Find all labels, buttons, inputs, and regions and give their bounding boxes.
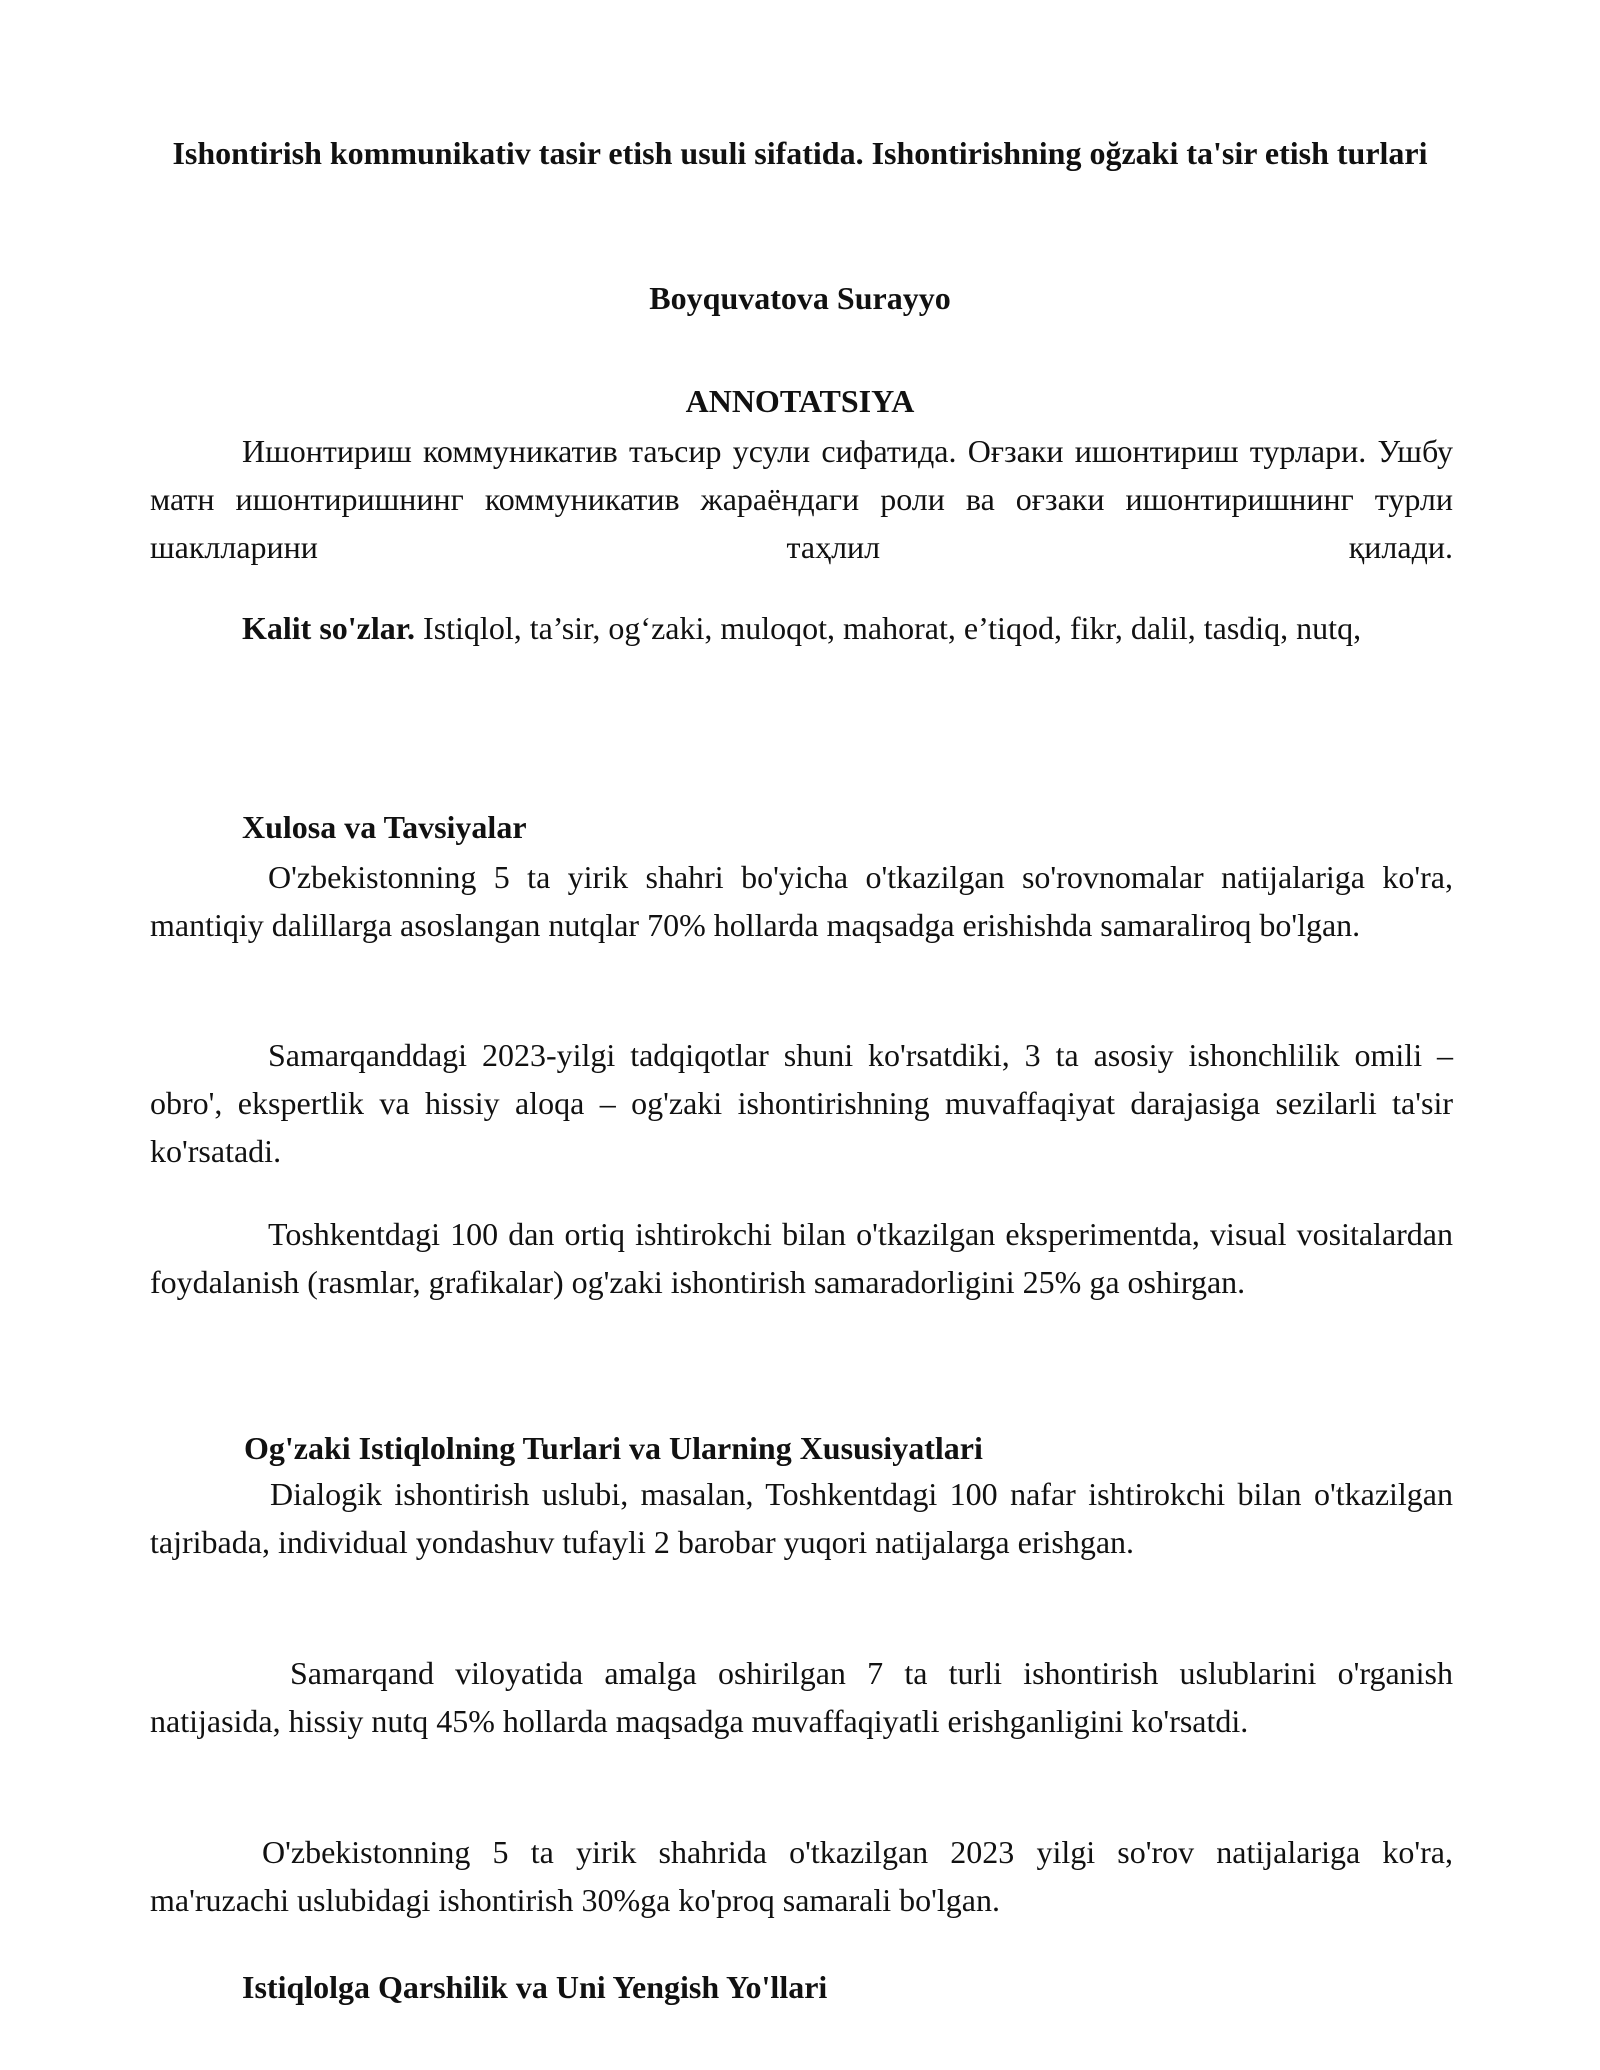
paragraph: Dialogik ishontirish uslubi, masalan, Toshkentdagi 100 nafar ishtirokchi bilan o'tkazilgan tajribada, individual yondashuv tufayli 2 barobar yuqori natijalarga erishgan. xyxy=(150,1476,1453,1560)
section-heading-conclusions: Xulosa va Tavsiyalar xyxy=(242,809,527,845)
paragraph: Samarqanddagi 2023-yilgi tadqiqotlar shuni ko'rsatdiki, 3 ta asosiy ishonchlilik omili – obro', ekspertlik va hissiy aloqa – og'zaki ishontirishning muvaffaqiyat darajasiga sezilarli ta'sir ko'rsatadi. xyxy=(150,1037,1453,1169)
document-title: Ishontirish kommunikativ tasir etish usuli sifatida. Ishontirishning oğzaki ta'sir etish turlari xyxy=(172,135,1428,171)
author-name: Boyquvatova Surayyo xyxy=(649,280,951,316)
paragraph: Toshkentdagi 100 dan ortiq ishtirokchi bilan o'tkazilgan eksperimentda, visual vositalardan foydalanish (rasmlar, grafikalar) og'zaki ishontirish samaradorligini 25% ga oshirgan. xyxy=(150,1216,1453,1300)
annotation-paragraph: Ишонтириш коммуникатив таъсир усули сифатида. Оғзаки ишонтириш турлари. Ушбу матн ишонтиришнинг коммуникатив жараёндаги роли ва оғзаки ишонтиришнинг турли шаклларини таҳлил қилади. xyxy=(150,433,1453,565)
annotation-heading: ANNOTATSIYA xyxy=(685,383,915,419)
paragraph: O'zbekistonning 5 ta yirik shahri bo'yicha o'tkazilgan so'rovnomalar natijalariga ko'ra, mantiqiy dalillarga asoslangan nutqlar 70% hollarda maqsadga erishishda samaraliroq bo'lgan. xyxy=(150,859,1453,943)
keywords-label: Kalit so'zlar. xyxy=(242,610,416,646)
keywords-list: Istiqlol, ta’sir, og‘zaki, muloqot, mahorat, e’tiqod, fikr, dalil, tasdiq, nutq, xyxy=(415,610,1362,646)
keywords-paragraph xyxy=(150,604,1453,652)
paragraph: O'zbekistonning 5 ta yirik shahrida o'tkazilgan 2023 yilgi so'rov natijalariga ko'ra, ma'ruzachi uslubidagi ishontirish 30%ga ko'proq samarali bo'lgan. xyxy=(150,1834,1453,1918)
section-heading-resistance: Istiqlolga Qarshilik va Uni Yengish Yo'llari xyxy=(242,1969,828,2005)
paragraph: Samarqand viloyatida amalga oshirilgan 7 ta turli ishontirish uslublarini o'rganish natijasida, hissiy nutq 45% hollarda maqsadga muvaffaqiyatli erishganligini ko'rsatdi. xyxy=(150,1655,1453,1739)
section-heading-types: Og'zaki Istiqlolning Turlari va Ularning Xususiyatlari xyxy=(244,1430,983,1466)
